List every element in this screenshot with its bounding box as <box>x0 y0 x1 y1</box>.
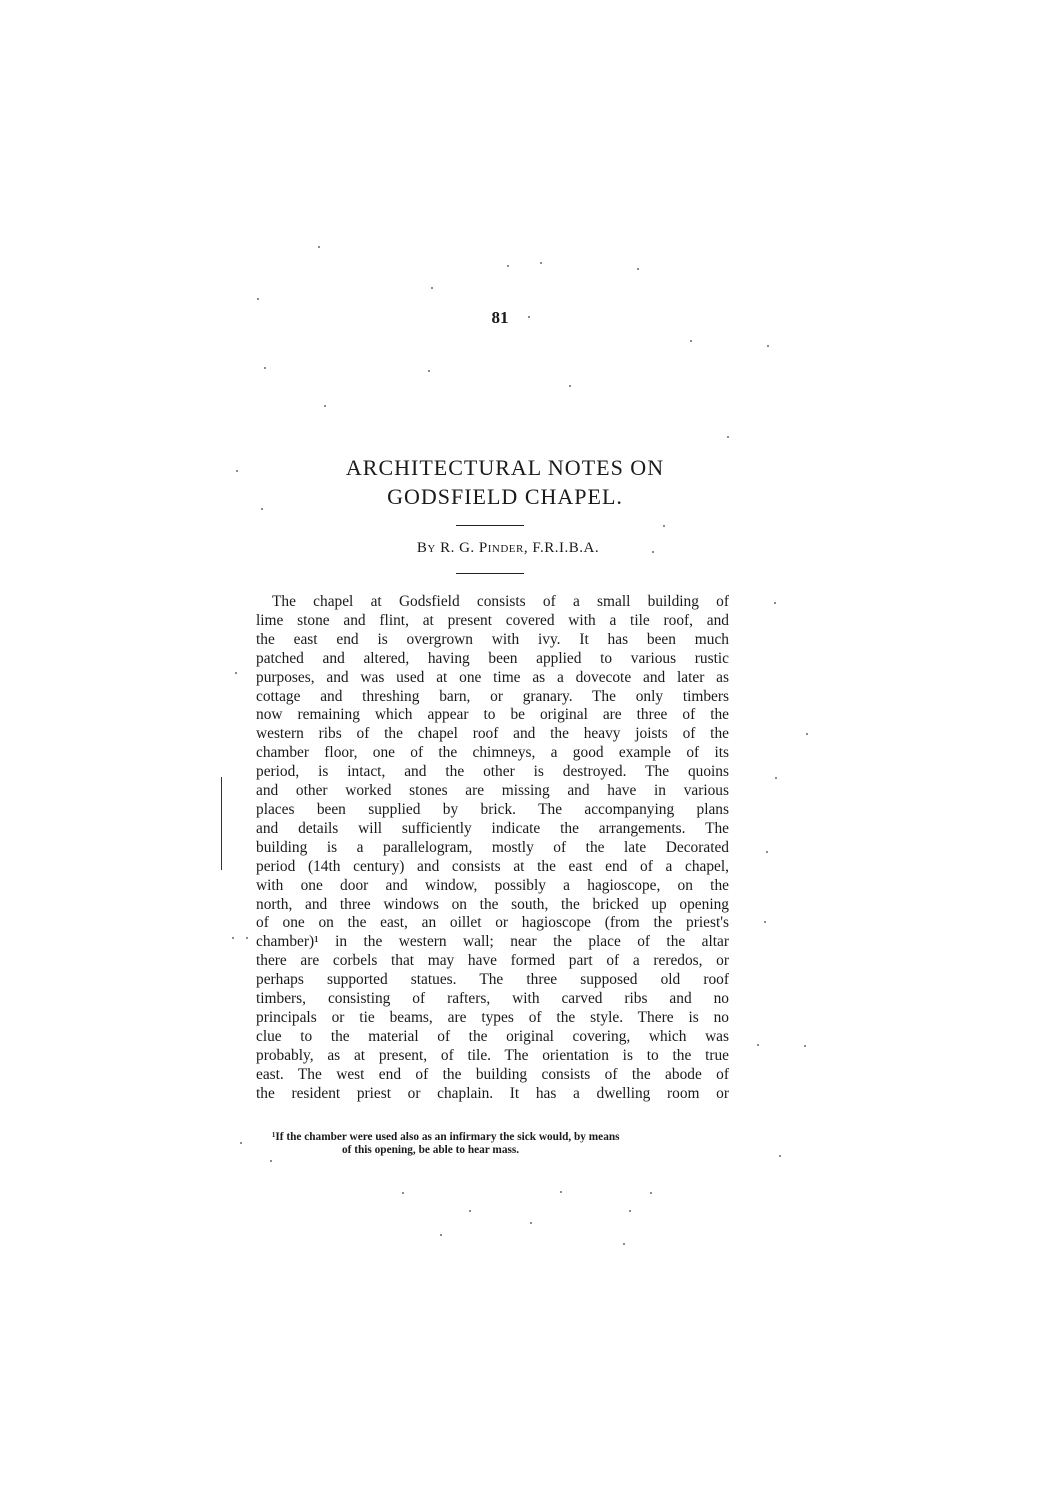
body-line: building is a parallelogram, mostly of the late Decorated <box>256 838 729 856</box>
body-line: the resident priest or chaplain. It has a dwelling room or <box>256 1084 729 1102</box>
body-line: and details will sufficiently indicate the arrangements. The <box>256 819 729 837</box>
speck <box>806 733 808 735</box>
speck <box>663 525 665 527</box>
body-line: places been supplied by brick. The accompanying plans <box>256 800 729 818</box>
body-text <box>256 593 729 1103</box>
body-line: period (14th century) and consists at the east end of a chapel, <box>256 857 729 875</box>
body-line: The chapel at Godsfield consists of a small building of <box>272 593 729 610</box>
speck <box>637 268 639 270</box>
speck <box>727 436 729 438</box>
speck <box>240 1142 242 1144</box>
footnote <box>272 1131 732 1156</box>
speck <box>431 287 433 289</box>
page-number: 81 <box>491 308 509 327</box>
speck <box>236 470 238 472</box>
body-line: now remaining which appear to be original are three of the <box>256 706 729 724</box>
body-line: timbers, consisting of rafters, with carved ribs and no <box>256 990 729 1008</box>
speck <box>530 1222 532 1224</box>
body-line: there are corbels that may have formed part of a reredos, or <box>256 952 729 970</box>
body-line: cottage and threshing barn, or granary. The only timbers <box>256 687 729 705</box>
speck <box>232 937 234 939</box>
speck <box>264 367 266 369</box>
speck <box>440 1234 442 1236</box>
speck <box>324 405 326 407</box>
speck <box>560 1191 562 1193</box>
byline-author: R. G. Pinder, <box>440 540 529 556</box>
footnote-line: of this opening, be able to hear mass. <box>342 1143 520 1156</box>
speck <box>507 265 509 267</box>
footnote-line: ¹If the chamber were used also as an infirmary the sick would, by means <box>272 1131 620 1143</box>
body-line: clue to the material of the original covering, which was <box>256 1027 729 1045</box>
speck <box>650 1192 652 1194</box>
speck <box>804 1045 806 1047</box>
speck <box>270 1160 272 1162</box>
article-title-line-1: ARCHITECTURAL NOTES ON <box>345 455 665 480</box>
body-line: lime stone and flint, at present covered with a tile roof, and <box>256 611 729 629</box>
speck <box>469 1210 471 1212</box>
speck <box>623 1243 625 1245</box>
speck <box>652 551 654 553</box>
speck <box>774 602 776 604</box>
speck <box>528 316 530 318</box>
top-divider <box>456 525 524 526</box>
body-line: north, and three windows on the south, the bricked up opening <box>256 895 729 913</box>
body-line: east. The west end of the building consists of the abode of <box>256 1065 729 1083</box>
byline-prefix: By <box>416 540 436 556</box>
speck <box>235 672 237 674</box>
body-line: patched and altered, having been applied to various rustic <box>256 649 729 667</box>
body-line: purposes, and was used at one time as a dovecote and later as <box>256 668 729 686</box>
body-line: with one door and window, possibly a hagioscope, on the <box>256 876 729 894</box>
body-line: the east end is overgrown with ivy. It has been much <box>256 630 729 648</box>
speck <box>767 345 769 347</box>
margin-mark <box>221 777 222 870</box>
speck <box>246 937 248 939</box>
speck <box>540 262 542 264</box>
bottom-divider <box>456 573 524 574</box>
speck <box>428 370 430 372</box>
body-line: probably, as at present, of tile. The orientation is to the true <box>256 1046 729 1064</box>
byline <box>0 540 1016 557</box>
body-line: of one on the east, an oillet or hagioscope (from the priest's <box>256 914 729 932</box>
body-line: principals or tie beams, are types of the style. There is no <box>256 1008 729 1026</box>
speck <box>569 385 571 387</box>
speck <box>764 921 766 923</box>
body-line: and other worked stones are missing and have in various <box>256 782 729 800</box>
speck <box>402 1192 404 1194</box>
body-line: period, is intact, and the other is destroyed. The quoins <box>256 763 729 781</box>
speck <box>690 340 692 342</box>
article-title-line-2: GODSFIELD CHAPEL. <box>387 484 623 509</box>
body-line: chamber floor, one of the chimneys, a good example of its <box>256 744 729 762</box>
speck <box>775 777 777 779</box>
speck <box>629 1210 631 1212</box>
byline-credentials: F.R.I.B.A. <box>532 540 600 556</box>
body-line: western ribs of the chapel roof and the heavy joists of the <box>256 725 729 743</box>
body-line: chamber)¹ in the western wall; near the place of the altar <box>256 933 729 951</box>
speck <box>318 246 320 248</box>
speck <box>766 851 768 853</box>
speck <box>257 298 259 300</box>
speck <box>261 508 263 510</box>
body-line: perhaps supported statues. The three supposed old roof <box>256 971 729 989</box>
speck <box>779 1155 781 1157</box>
speck <box>757 1044 759 1046</box>
